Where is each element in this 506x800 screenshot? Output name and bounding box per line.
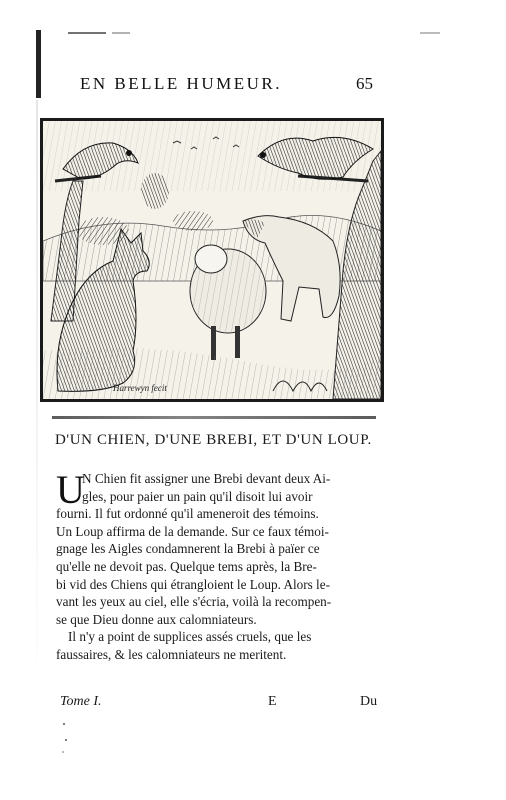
body-line: Un Loup affirma de la demande. Sur ce faux témoi- xyxy=(56,523,329,539)
top-print-marks xyxy=(60,30,460,36)
moral-line: Il n'y a point de supplices assés cruels, que les xyxy=(68,629,312,645)
footer-signature-mark: E xyxy=(268,694,277,709)
drop-cap: U xyxy=(56,467,85,512)
engraving-scene xyxy=(43,121,381,399)
body-line: fourni. Il fut ordonné qu'il ameneroit des témoins. xyxy=(56,506,319,522)
body-line: qu'elle ne devoit pas. Quelque tems après, la Bre- xyxy=(56,559,317,574)
moral-line: faussaires, & les calomniateurs ne meritent. xyxy=(56,647,287,662)
binding-edge-shadow xyxy=(36,100,38,700)
margin-specks xyxy=(60,720,80,760)
footer-volume: Tome I. xyxy=(60,694,102,709)
body-line: se que Dieu donne aux calomniateurs. xyxy=(56,611,257,627)
body-line: gles, pour paier un pain qu'il disoit lui avoir xyxy=(82,488,313,504)
artist-signature: Harrewyn fecit xyxy=(113,383,167,393)
engraving-illustration xyxy=(40,118,384,402)
running-head-title: EN BELLE HUMEUR. xyxy=(80,74,282,93)
binding-edge-mark xyxy=(36,30,41,98)
body-line: N Chien fit assigner une Brebi devant deux Ai- xyxy=(82,471,331,486)
body-line: gnage les Aigles condamnerent la Brebi à païer ce xyxy=(56,541,320,557)
body-line: vant les yeux au ciel, elle s'écria, voilà la recompen- xyxy=(56,594,332,610)
body-line: bi vid des Chiens qui étrangloient le Loup. Alors le- xyxy=(56,576,330,592)
fable-title: D'UN CHIEN, D'UNE BREBI, ET D'UN LOUP. xyxy=(55,432,372,448)
divider-rule xyxy=(52,416,376,419)
page-number: 65 xyxy=(356,74,373,93)
footer-catchword: Du xyxy=(360,694,378,709)
